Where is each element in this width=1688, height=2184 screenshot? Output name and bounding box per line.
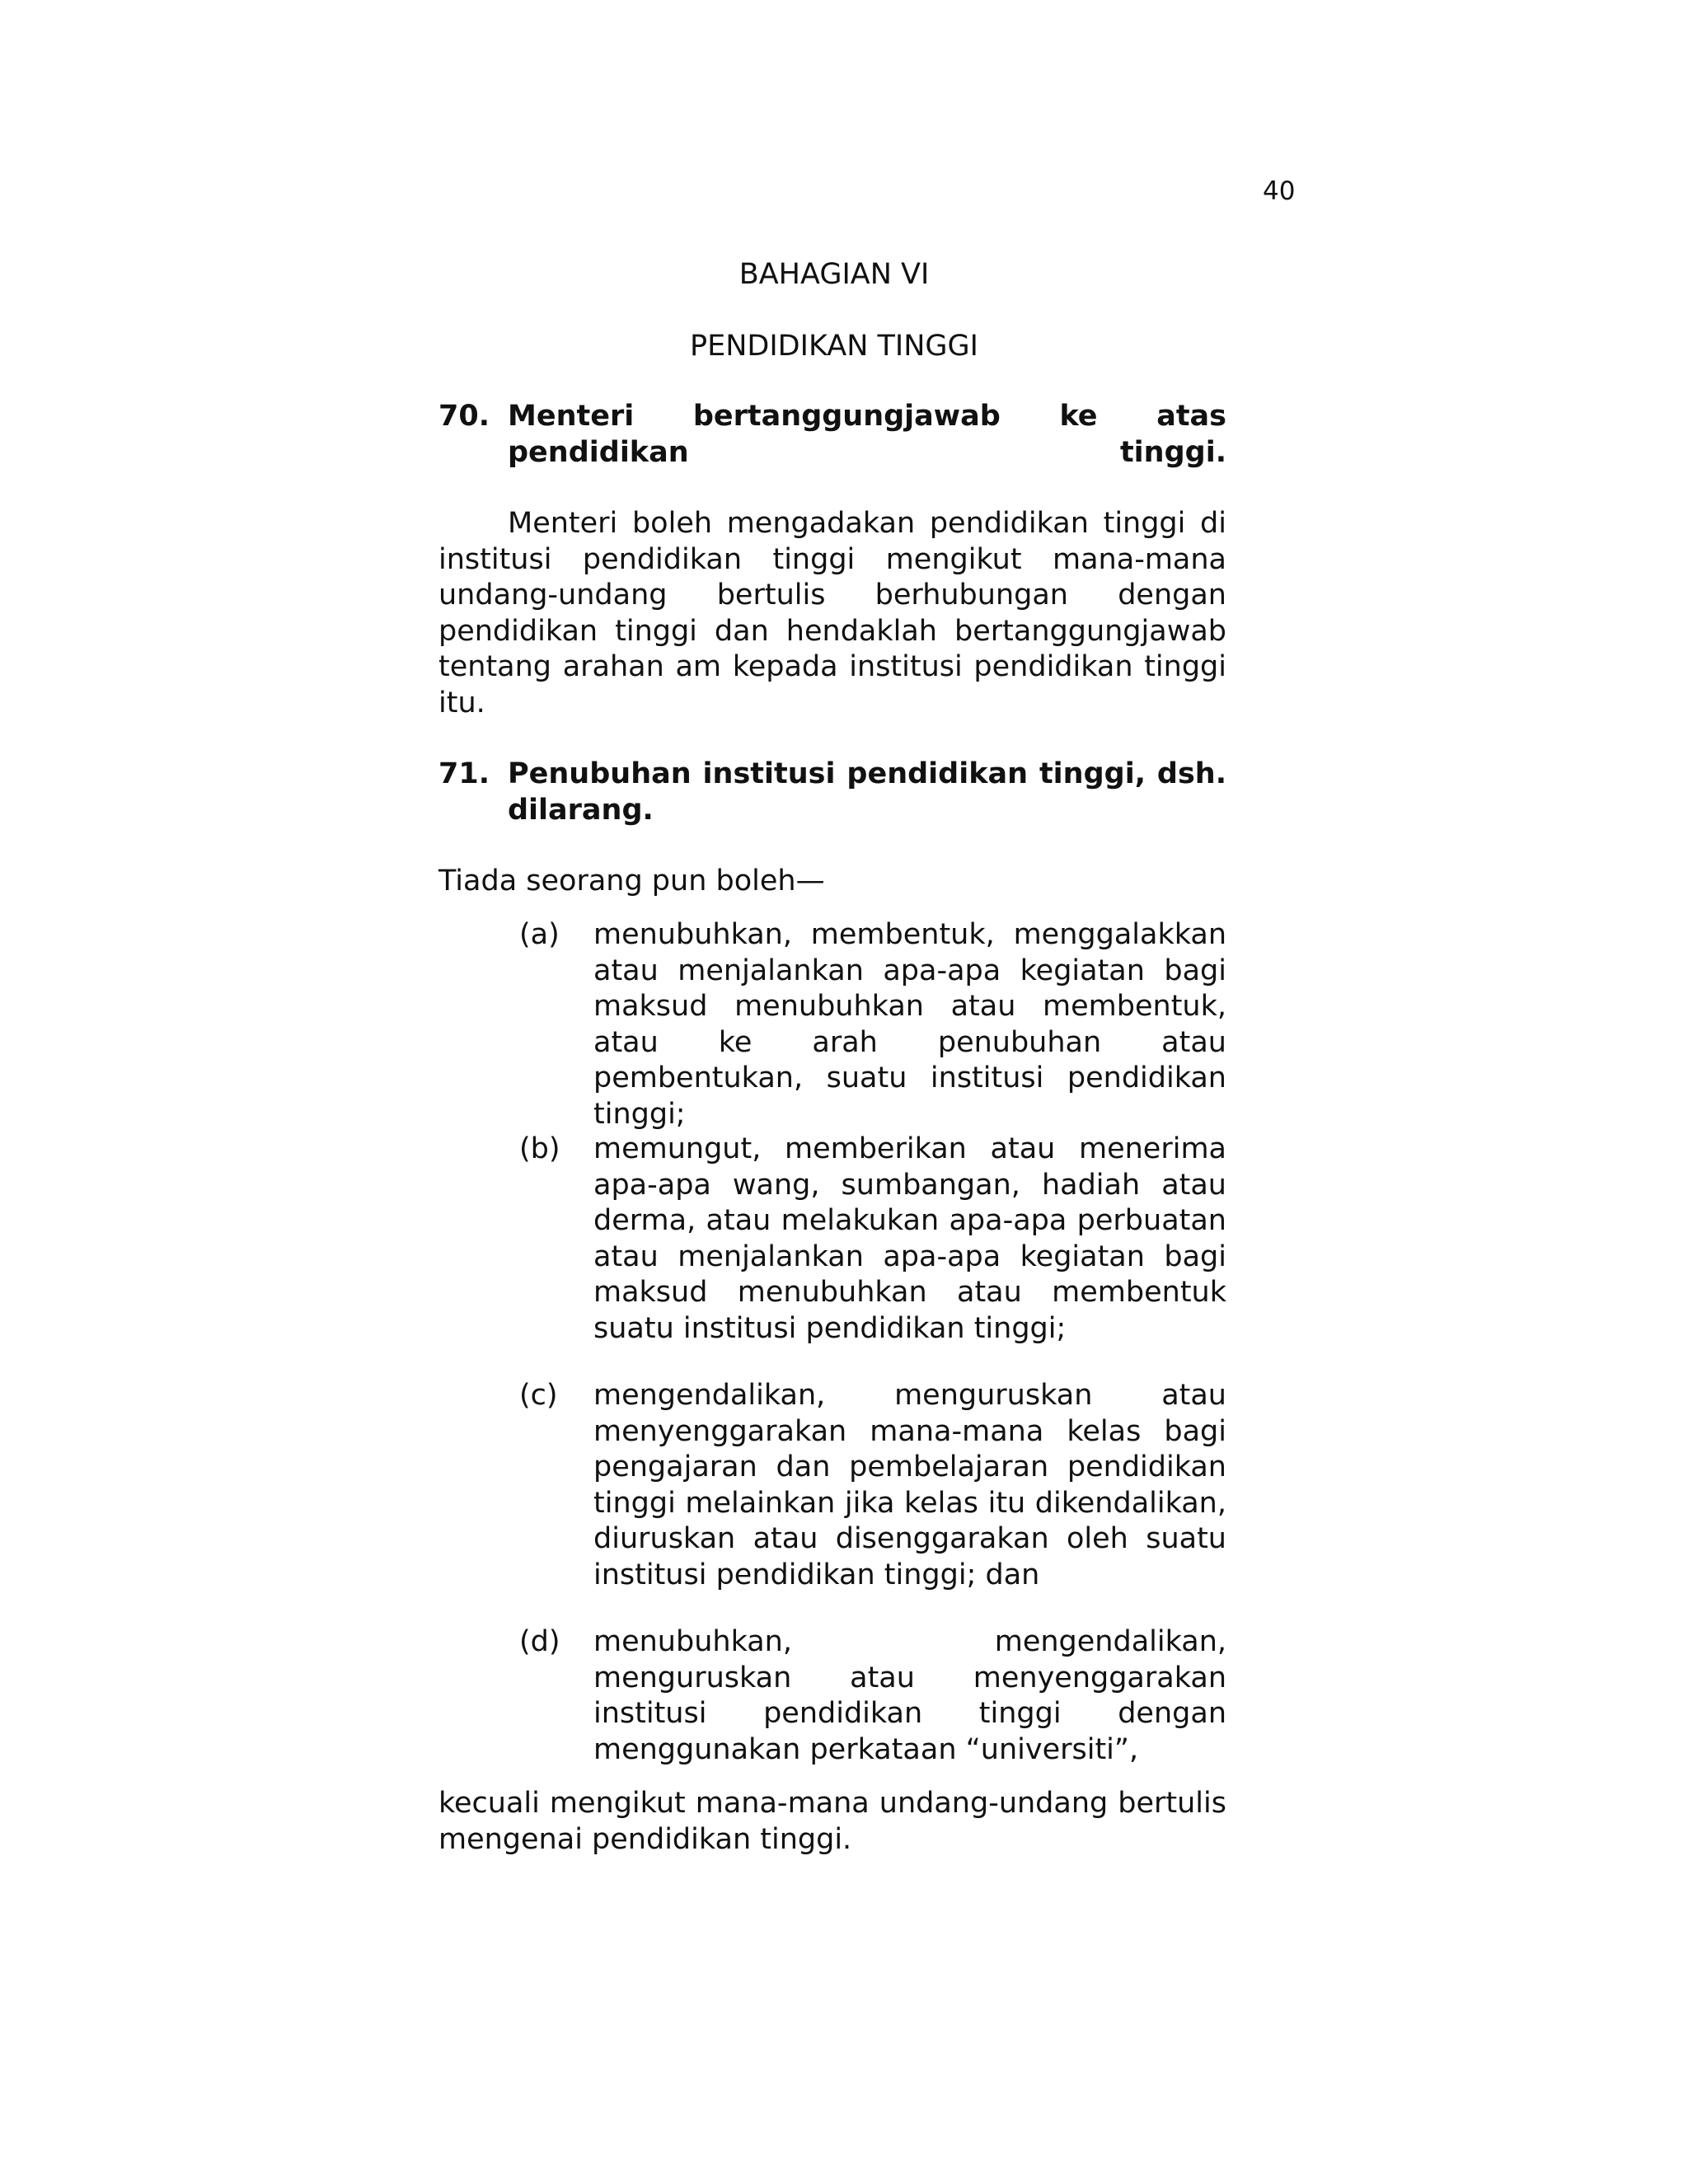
part-number-heading: BAHAGIAN VI <box>738 258 930 291</box>
list-item <box>438 1378 1226 1593</box>
item-label: (b) <box>519 1132 560 1165</box>
item-text: memungut, memberikan atau menerima apa-apa wang, sumbangan, hadiah atau derma, atau melakukan apa-apa perbuatan atau menjalankan apa-apa kegiatan bagi maksud menubuhkan atau membentuk suatu institusi pendidikan tinggi; <box>593 1132 1226 1345</box>
item-label: (a) <box>519 918 560 951</box>
item-label: (d) <box>519 1625 560 1658</box>
list-item <box>438 917 1226 1132</box>
section-71-closing: kecuali mengikut mana-mana undang-undang bertulis mengenai pendidikan tinggi. <box>438 1787 1226 1856</box>
part-title-heading: PENDIDIKAN TINGGI <box>690 330 978 363</box>
list-item <box>438 1624 1226 1768</box>
section-70-body: Menteri boleh mengadakan pendidikan tinggi di institusi pendidikan tinggi mengikut mana-mana undang-undang bertulis berhubungan dengan pendidikan tinggi dan hendaklah bertanggungjawab tentang arahan am kepada institusi pendidikan tinggi itu. <box>438 507 1226 719</box>
section-title: Menteri bertanggungjawab ke atas pendidikan tinggi. <box>508 400 1226 469</box>
section-number: 70. <box>438 400 490 433</box>
item-text: menubuhkan, membentuk, menggalakkan atau menjalankan apa-apa kegiatan bagi maksud menubuhkan atau membentuk, atau ke arah penubuhan atau pembentukan, suatu institusi pendidikan tinggi; <box>593 918 1226 1131</box>
section-70-heading <box>438 398 1226 471</box>
item-label: (c) <box>519 1379 558 1412</box>
item-text: menubuhkan, mengendalikan, menguruskan atau menyenggarakan institusi pendidikan tinggi dengan menggunakan perkataan “universiti”, <box>593 1625 1226 1766</box>
section-title: Penubuhan institusi pendidikan tinggi, dsh. dilarang. <box>508 757 1226 827</box>
page-number: 40 <box>1263 176 1296 206</box>
item-text: mengendalikan, menguruskan atau menyenggarakan mana-mana kelas bagi pengajaran dan pembelajaran pendidikan tinggi melainkan jika kelas itu dikendalikan, diuruskan atau disenggarakan oleh suatu institusi pendidikan tinggi; dan <box>593 1379 1226 1591</box>
section-71-heading <box>438 756 1226 828</box>
list-item <box>438 1132 1226 1347</box>
section-71-lead: Tiada seorang pun boleh— <box>438 865 825 898</box>
section-number: 71. <box>438 757 490 790</box>
